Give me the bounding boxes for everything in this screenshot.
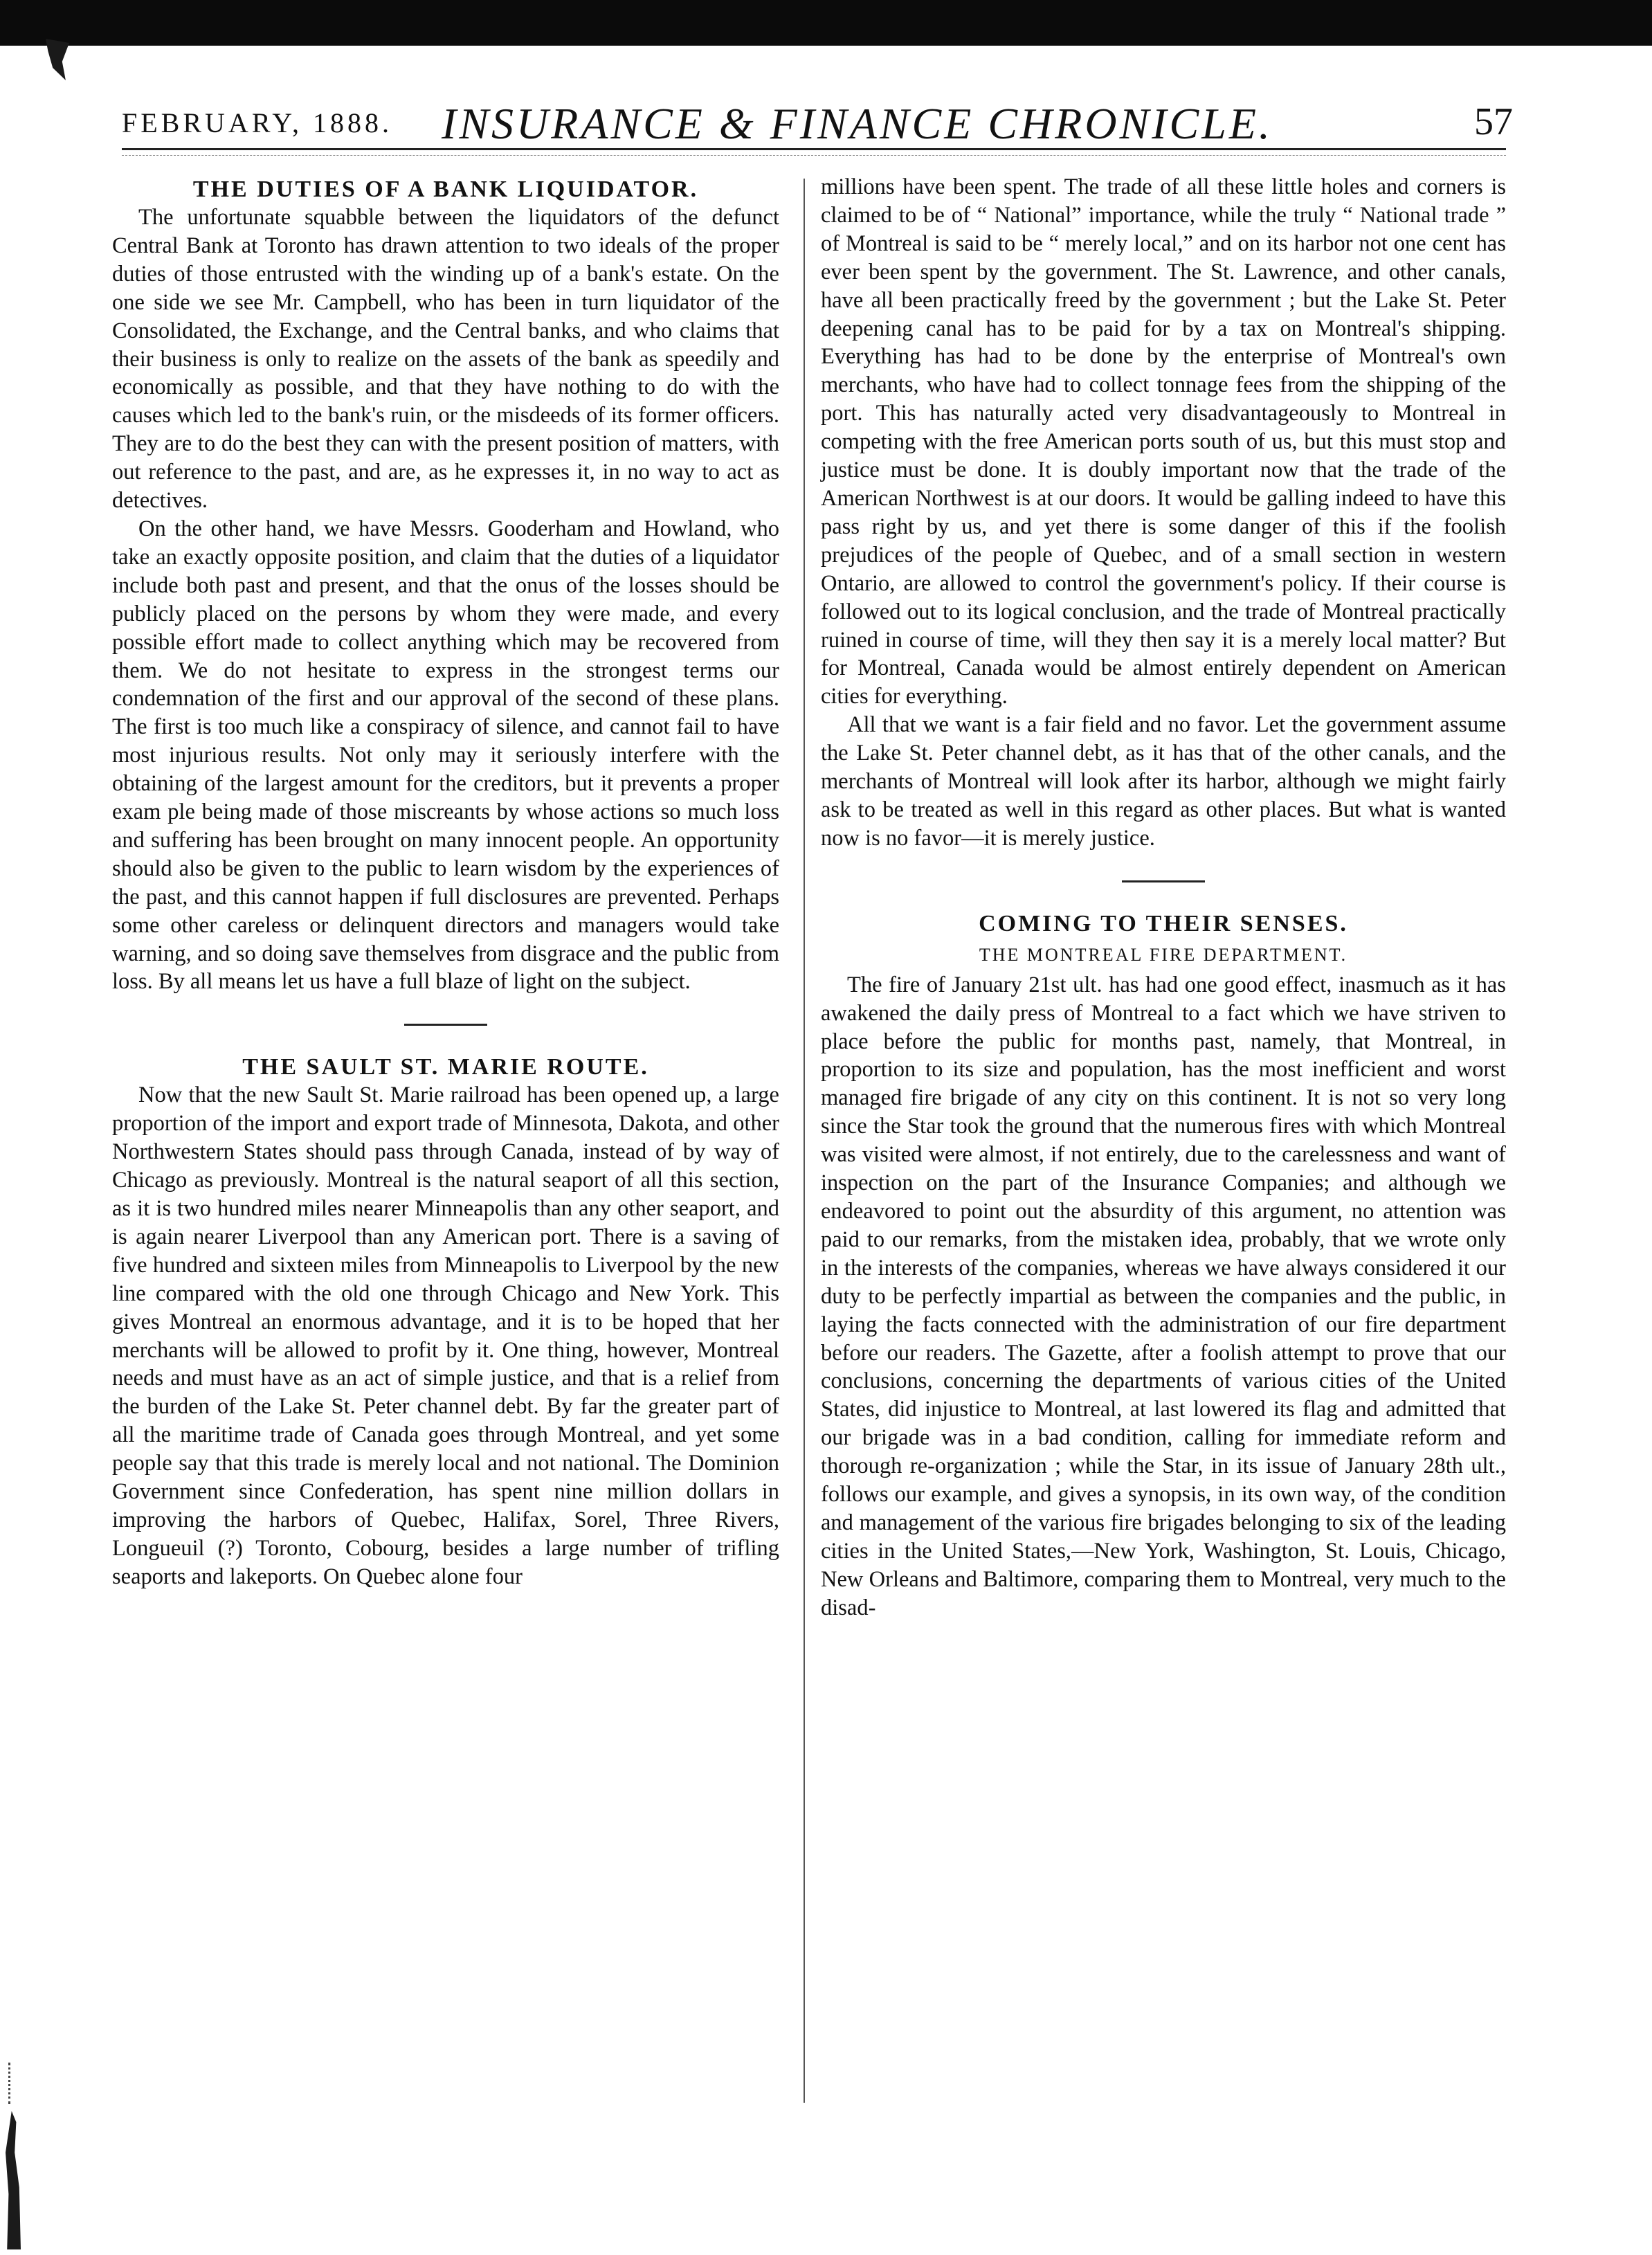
ink-blot-mark [46,39,69,80]
continued-paragraph: millions have been spent. The trade of all these little holes and corners is claimed to be of “ National” importance, while the truly “ National trade ” of Montreal is said to be “ merely local,” and on its harbor not one cent has ever been spent by the government. The St. Lawrence, and other canals, have all been practically freed by the government ; but the Lake St. Peter deepening canal has to be paid for by a tax on Montreal's shipping. Everything has had to be done by the enterprise of Montreal's own merchants, who have had to collect tonnage fees from the shipping of the port. This has naturally acted very disadvantageously to Montreal in competing with the free American ports south of us, but this must stop and justice must be done. It is doubly important now that the trade of the American Northwest is at our doors. It would be galling indeed to have this pass right by us, and yet there is some danger of this if the foolish prejudices of the people of Quebec, and of a small section in western Ontario, are allowed to control the government's policy. If their course is followed out to its logical conclusion, and the trade of Montreal practically ruined in course of time, will they then say it is a merely local matter? But for Montreal, Canada would be almost entirely dependent on American cities for everything. [821,174,1506,709]
article-heading-coming-to-their-senses: COMING TO THEIR SENSES. [979,910,1348,936]
page-number: 57 [1474,100,1513,143]
article-subheading: THE MONTREAL FIRE DEPARTMENT. [979,944,1348,965]
article-heading-sault-ste-marie: THE SAULT ST. MARIE ROUTE. [242,1054,649,1080]
column-divider [804,179,805,2103]
margin-speckles [8,2063,17,2104]
header-rule-faint [122,155,1506,156]
running-header [122,98,1520,147]
header-rule [122,148,1506,150]
left-column [112,173,779,2229]
issue-date: FEBRUARY, 1888. [122,107,393,138]
section-rule [1122,880,1205,882]
article-paragraph: All that we want is a fair field and no favor. Let the government assume the Lake St. Peter channel debt, as it has that of the other canals, and the merchants of Montreal will look after its harbor, although we might fairly ask to be treated as well in this regard as other places. But what is wanted now is no favor—it is merely justice. [821,712,1506,851]
article-heading-bank-liquidator: THE DUTIES OF A BANK LIQUIDATOR. [192,176,699,202]
article-paragraph: The unfortunate squabble between the liquidators of the defunct Central Bank at Toronto has drawn attention to two ideals of the proper duties of those entrusted with the winding up of a bank's estate. On the one side we see Mr. Campbell, who has been in turn liquidator of the Consolidated, the Exchange, and the Central banks, and who claims that their business is only to realize on the assets of the bank as speedily and economically as possible, and that they have nothing to do with the causes which led to the bank's ruin, or the misdeeds of its former officers. They are to do the best they can with the present position of matters, with out reference to the past, and are, as he expresses it, in no way to act as detectives. [112,205,779,514]
section-rule [404,1024,487,1026]
publication-title: INSURANCE & FINANCE CHRONICLE. [442,99,1273,148]
top-black-border [0,0,1652,46]
article-paragraph: On the other hand, we have Messrs. Gooderham and Howland, who take an exactly opposite position, and claim that the duties of a liquidator include both past and present, and that the onus of the losses should be publicly placed on the persons by whom they were made, and every possible effort made to collect anything which may be recovered from them. We do not hesitate to express in the strongest terms our condemnation of the first and our approval of the second of these plans. The first is too much like a conspiracy of silence, and cannot fail to have most injurious results. Not only may it seriously interfere with the obtaining of the largest amount for the creditors, but it prevents a proper exam ple being made of those miscreants by whose actions so much loss and suffering has been brought on many innocent people. An opportunity should also be given to the public to learn wisdom by the experiences of the past, and this cannot happen if full disclosures are prevented. Perhaps some other careless or delinquent directors and managers would take warning, and so doing save themselves from disgrace and the public from loss. By all means let us have a full blaze of light on the subject. [112,516,779,995]
right-column [821,173,1506,2229]
margin-ink-mark [6,2111,21,2249]
article-paragraph: Now that the new Sault St. Marie railroad has been opened up, a large proportion of the import and export trade of Minnesota, Dakota, and other Northwestern States should pass through Canada, instead of by way of Chicago as previously. Montreal is the natural seaport of all this section, as it is two hundred miles nearer Minneapolis than any other seaport, and is again nearer Liverpool than any American port. There is a saving of five hundred and sixteen miles from Minneapolis to Liverpool by the new line compared with the old one through Chicago and New York. This gives Montreal an enormous advantage, and it is to be hoped that her merchants will be allowed to profit by it. One thing, however, Montreal needs and must have as an act of simple justice, and that is a relief from the burden of the Lake St. Peter channel debt. By far the greater part of all the maritime trade of Canada goes through Montreal, and yet some people say that this trade is merely local and not national. The Dominion Government since Confederation, has spent nine million dollars in improving the harbors of Quebec, Halifax, Sorel, Three Rivers, Longueuil (?) Toronto, Cobourg, besides a large number of trifling seaports and lakeports. On Quebec alone four [112,1083,779,1589]
article-paragraph: The fire of January 21st ult. has had one good effect, inasmuch as it has awakened the daily press of Montreal to a fact which we have striven to place before the public for months past, namely, that Montreal, in proportion to its size and population, has the most inefficient and worst managed fire brigade of any city on this continent. It is not so very long since the Star took the ground that the numerous fires with which Montreal was visited were almost, if not entirely, due to the carelessness and want of inspection on the part of the Insurance Companies; and although we endeavored to point out the absurdity of this argument, no attention was paid to our remarks, from the mistaken idea, probably, that we wrote only in the interests of the companies, whereas we have always considered it our duty to be perfectly impartial as between the companies and the public, in laying the facts connected with the administration of our fire department before our readers. The Gazette, after a foolish attempt to prove that our conclusions, concerning the departments of various cities of the United States, did injustice to Montreal, at last lowered its flag and admitted that our brigade was in a bad condition, calling for immediate reform and thorough re-organization ; while the Star, in its issue of January 28th ult., follows our example, and gives a synopsis, in its own way, of the condition and management of the various fire brigades belonging to six of the leading cities in the United States,—New York, Washington, St. Louis, Chicago, New Orleans and Baltimore, comparing them to Montreal, very much to the disad- [821,972,1506,1620]
